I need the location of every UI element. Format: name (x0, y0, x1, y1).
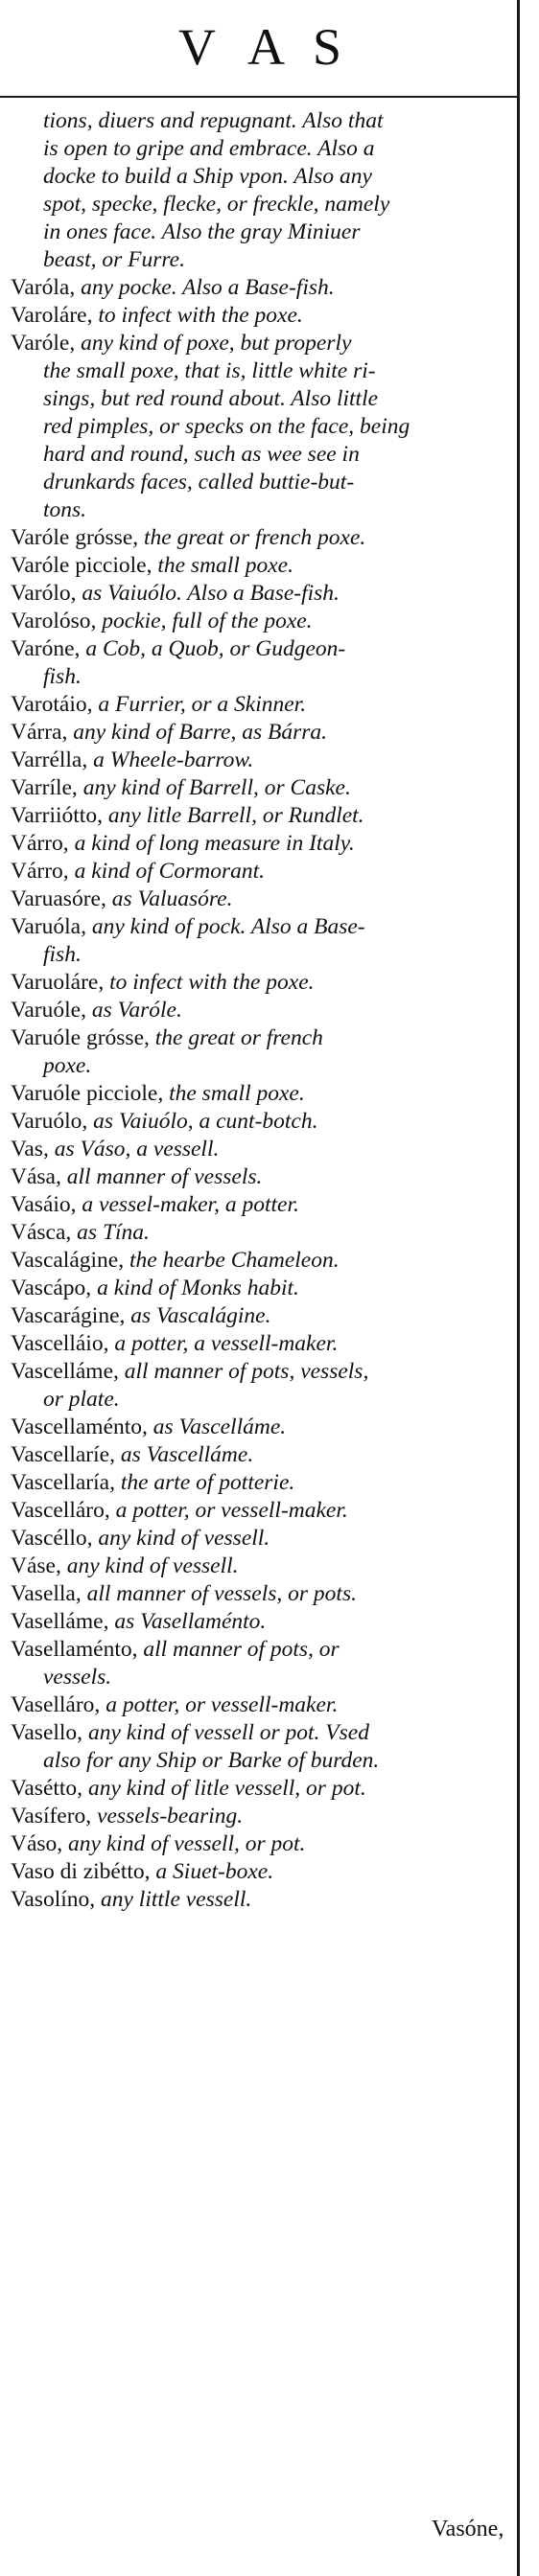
dictionary-entry (0, 1552, 508, 1580)
header-letter-v: V (178, 18, 216, 76)
headword: Varuoláre, (11, 970, 110, 995)
entry-continuation-line (0, 1747, 508, 1775)
entry-line (0, 635, 508, 663)
headword: Varuóle, (11, 998, 92, 1023)
headword: Varuóle picciole, (11, 1081, 170, 1106)
entry-list (0, 107, 508, 1914)
dictionary-entry (0, 524, 508, 552)
definition-text: pockie, full of the poxe. (102, 609, 313, 633)
headword: Vascellaríe, (11, 1442, 121, 1467)
definition-text: all manner of pots, or (143, 1637, 340, 1662)
dictionary-entry (0, 1497, 508, 1525)
definition-text: the small poxe, that is, little white ri- (43, 358, 376, 383)
entry-line (0, 1497, 508, 1525)
definition-text: a Cob, a Quob, or Gudgeon- (85, 636, 346, 661)
dictionary-entry (0, 1191, 508, 1219)
entry-line (0, 1830, 508, 1858)
definition-text: a potter, or vessell-maker. (115, 1498, 348, 1523)
entry-line (0, 1024, 508, 1052)
headword: Vasáio, (11, 1192, 82, 1217)
definition-text: tions, diuers and repugnant. Also that (43, 108, 384, 133)
definition-text: as Varóle. (91, 998, 182, 1023)
entry-line (0, 913, 508, 941)
entry-line (0, 997, 508, 1024)
running-header (0, 17, 517, 94)
dictionary-entry (0, 858, 508, 886)
definition-text: the small poxe. (169, 1081, 305, 1106)
definition-text: as Vaiuólo. Also a Base-fish. (82, 581, 340, 606)
header-letter-a: A (247, 18, 285, 76)
entry-continuation-line (0, 1664, 508, 1691)
entry-continuation-line (0, 469, 508, 496)
headword: Varuóla, (11, 914, 92, 939)
headword: Vascelláme, (11, 1359, 125, 1384)
entry-continuation-line (0, 246, 508, 274)
dictionary-entry (0, 1163, 508, 1191)
dictionary-entry (0, 1525, 508, 1552)
entry-line (0, 1191, 508, 1219)
dictionary-entry (0, 1108, 508, 1136)
entry-line (0, 802, 508, 830)
headword: Várro, (11, 831, 75, 856)
dictionary-entry (0, 608, 508, 635)
entry-line (0, 747, 508, 774)
definition-text: as Vaiuólo, a cunt-botch. (93, 1109, 318, 1134)
definition-text: spot, specke, flecke, or freckle, namely (43, 192, 390, 217)
definition-text: the great or french poxe. (144, 525, 366, 550)
dictionary-entry (0, 997, 508, 1024)
entry-continuation-line (0, 663, 508, 691)
entry-line (0, 719, 508, 747)
dictionary-entry (0, 1886, 508, 1914)
headword: Vasello, (11, 1720, 88, 1745)
entry-continuation-line (0, 1052, 508, 1080)
dictionary-entry (0, 635, 508, 691)
dictionary-entry (0, 1136, 508, 1163)
definition-text: in ones face. Also the gray Miniuer (43, 219, 361, 244)
headword: Vasellaménto, (11, 1637, 144, 1662)
entry-line (0, 1163, 508, 1191)
entry-line (0, 1080, 508, 1108)
headword: Várra, (11, 720, 74, 745)
definition-text: red pimples, or specks on the face, being (43, 414, 410, 439)
definition-text: vessels-bearing. (97, 1804, 244, 1828)
definition-text: vessels. (43, 1665, 112, 1690)
headword: Vascelláio, (11, 1331, 115, 1356)
entry-line (0, 1302, 508, 1330)
definition-text: a potter, a vessell-maker. (114, 1331, 339, 1356)
headword: Varóle picciole, (11, 553, 158, 578)
dictionary-entry (0, 969, 508, 997)
definition-text: a kind of Monks habit. (97, 1276, 299, 1300)
definition-text: beast, or Furre. (43, 247, 185, 272)
definition-text: the arte of potterie. (120, 1470, 295, 1495)
definition-text: a Siuet-boxe. (155, 1859, 274, 1884)
header-rule (0, 96, 517, 98)
entry-line (0, 1525, 508, 1552)
dictionary-entry (0, 274, 508, 302)
entry-continuation-line (0, 135, 508, 163)
entry-line (0, 1803, 508, 1830)
header-letter-s: S (313, 18, 342, 76)
definition-text: also for any Ship or Barke of burden. (43, 1748, 380, 1773)
entry-line (0, 691, 508, 719)
definition-text: any kind of Barre, as Bárra. (73, 720, 328, 745)
entry-line (0, 1608, 508, 1636)
dictionary-entry (0, 552, 508, 580)
headword: Varriiótto, (11, 803, 108, 828)
definition-text: the hearbe Chameleon. (129, 1248, 340, 1273)
definition-text: tons. (43, 497, 87, 522)
dictionary-entry (0, 580, 508, 608)
entry-line (0, 524, 508, 552)
entry-line (0, 830, 508, 858)
headword: Vascalágine, (11, 1248, 129, 1273)
definition-text: a vessel-maker, a potter. (82, 1192, 299, 1217)
entry-continuation-line (0, 441, 508, 469)
entry-line (0, 1886, 508, 1914)
dictionary-entry (0, 330, 508, 524)
entry-continuation-line (0, 385, 508, 413)
definition-text: as Tína. (77, 1220, 150, 1245)
entry-line (0, 330, 508, 357)
dictionary-entry (0, 1358, 508, 1414)
entry-line (0, 1108, 508, 1136)
definition-text: any kind of poxe, but properly (81, 331, 352, 356)
headword: Vasétto, (11, 1776, 88, 1801)
headword: Vaselláme, (11, 1609, 115, 1634)
entry-line (0, 1275, 508, 1302)
entry-line (0, 1358, 508, 1386)
dictionary-entry (0, 1247, 508, 1275)
headword: Vasífero, (11, 1804, 98, 1828)
definition-text: is open to gripe and embrace. Also a (43, 136, 375, 161)
entry-line (0, 274, 508, 302)
definition-text: as Vascelláme. (152, 1414, 287, 1439)
headword: Varuólo, (11, 1109, 94, 1134)
headword: Varuóle grósse, (11, 1025, 155, 1050)
dictionary-entry (0, 1580, 508, 1608)
entry-continuation-line (0, 1386, 508, 1414)
dictionary-entry (0, 1775, 508, 1803)
definition-text: a kind of Cormorant. (74, 859, 266, 884)
definition-text: to infect with the poxe. (109, 970, 315, 995)
headword: Varóne, (11, 636, 86, 661)
definition-text: hard and round, such as wee see in (43, 442, 360, 467)
headword: Varríle, (11, 775, 83, 800)
entry-line (0, 302, 508, 330)
entry-continuation-line (0, 357, 508, 385)
definition-text: any kind of Barrell, or Caske. (82, 775, 351, 800)
headword: Vasella, (11, 1581, 87, 1606)
definition-text: any pocke. Also a Base-fish. (81, 275, 335, 300)
definition-text: as Vascelláme. (120, 1442, 254, 1467)
dictionary-entry (0, 1691, 508, 1719)
definition-text: any kind of vessell or pot. Vsed (87, 1720, 369, 1745)
entry-continuation-line (0, 107, 508, 135)
entry-line (0, 1469, 508, 1497)
headword: Varotáio, (11, 692, 99, 717)
dictionary-entry (0, 774, 508, 802)
definition-text: any little vessell. (101, 1887, 252, 1912)
definition-text: poxe. (43, 1053, 92, 1078)
headword: Vascelláro, (11, 1498, 116, 1523)
headword: Varuasóre, (11, 886, 112, 911)
headword: Vaselláro, (11, 1692, 106, 1717)
headword: Varolóso, (11, 609, 103, 633)
entry-line (0, 1580, 508, 1608)
definition-text: fish. (43, 942, 82, 967)
dictionary-entry (0, 830, 508, 858)
definition-text: any kind of litle vessell, or pot. (87, 1776, 366, 1801)
dictionary-entry (0, 1330, 508, 1358)
dictionary-entry (0, 886, 508, 913)
entry-line (0, 1552, 508, 1580)
headword: Vascellaménto, (11, 1414, 153, 1439)
headword: Varrélla, (11, 748, 94, 772)
headword: Várro, (11, 859, 75, 884)
definition-text: any kind of vessell. (66, 1553, 239, 1578)
entry-line (0, 1719, 508, 1747)
definition-text: as Vasellaménto. (114, 1609, 267, 1634)
column-rule (517, 0, 520, 2576)
entry-line (0, 1414, 508, 1441)
dictionary-entry (0, 1469, 508, 1497)
headword: Vascarágine, (11, 1303, 131, 1328)
headword: Vaso di zibétto, (11, 1859, 156, 1884)
entry-line (0, 1247, 508, 1275)
dictionary-entry (0, 1858, 508, 1886)
definition-text: as Vascalágine. (130, 1303, 271, 1328)
definition-text: to infect with the poxe. (98, 303, 303, 328)
headword: Váso, (11, 1831, 69, 1856)
definition-text: docke to build a Ship vpon. Also any (43, 164, 372, 189)
definition-text: any kind of vessell, or pot. (68, 1831, 306, 1856)
dictionary-entry (0, 802, 508, 830)
entry-line (0, 552, 508, 580)
headword: Vas, (11, 1137, 55, 1162)
entry-line (0, 1775, 508, 1803)
dictionary-entry (0, 107, 508, 274)
entry-continuation-line (0, 496, 508, 524)
entry-line (0, 774, 508, 802)
dictionary-entry (0, 1414, 508, 1441)
entry-line (0, 858, 508, 886)
dictionary-entry (0, 1608, 508, 1636)
entry-line (0, 1330, 508, 1358)
dictionary-entry (0, 1024, 508, 1080)
definition-text: fish. (43, 664, 82, 689)
definition-text: a kind of long measure in Italy. (74, 831, 355, 856)
headword: Váse, (11, 1553, 67, 1578)
entry-continuation-line (0, 941, 508, 969)
entry-line (0, 1858, 508, 1886)
definition-text: all manner of pots, vessels, (124, 1359, 369, 1384)
dictionary-entry (0, 1441, 508, 1469)
entry-line (0, 580, 508, 608)
catchword: Vasóne, (432, 2517, 504, 2542)
headword: Vasolíno, (11, 1887, 101, 1912)
entry-line (0, 1636, 508, 1664)
headword: Varóle, (11, 331, 82, 356)
entry-line (0, 886, 508, 913)
definition-text: a potter, or vessell-maker. (105, 1692, 339, 1717)
headword: Vascápo, (11, 1276, 98, 1300)
definition-text: any litle Barrell, or Rundlet. (107, 803, 364, 828)
entry-line (0, 969, 508, 997)
headword: Varóla, (11, 275, 82, 300)
dictionary-entry (0, 302, 508, 330)
dictionary-entry (0, 1719, 508, 1775)
definition-text: the great or french (154, 1025, 323, 1050)
definition-text: all manner of vessels. (66, 1164, 263, 1189)
entry-line (0, 1219, 508, 1247)
entry-line (0, 608, 508, 635)
headword: Vása, (11, 1164, 67, 1189)
dictionary-entry (0, 1803, 508, 1830)
definition-text: as Valuasóre. (111, 886, 233, 911)
headword: Vascéllo, (11, 1526, 99, 1551)
definition-text: any kind of vessell. (98, 1526, 270, 1551)
definition-text: the small poxe. (157, 553, 293, 578)
dictionary-entry (0, 747, 508, 774)
headword: Varóle grósse, (11, 525, 145, 550)
headword: Varoláre, (11, 303, 99, 328)
definition-text: all manner of vessels, or pots. (86, 1581, 357, 1606)
definition-text: any kind of pock. Also a Base- (91, 914, 365, 939)
dictionary-entry (0, 719, 508, 747)
definition-text: or plate. (43, 1387, 120, 1412)
definition-text: as Váso, a vessell. (54, 1137, 220, 1162)
entry-line (0, 1136, 508, 1163)
dictionary-entry (0, 1219, 508, 1247)
dictionary-entry (0, 1275, 508, 1302)
definition-text: a Wheele-barrow. (93, 748, 254, 772)
definition-text: drunkards faces, called buttie-but- (43, 470, 355, 494)
entry-continuation-line (0, 191, 508, 218)
headword: Varólo, (11, 581, 82, 606)
entry-line (0, 1441, 508, 1469)
entry-line (0, 1691, 508, 1719)
definition-text: a Furrier, or a Skinner. (98, 692, 307, 717)
entry-continuation-line (0, 163, 508, 191)
dictionary-entry (0, 691, 508, 719)
entry-continuation-line (0, 413, 508, 441)
headword: Vascellaría, (11, 1470, 121, 1495)
entry-continuation-line (0, 218, 508, 246)
dictionary-entry (0, 1302, 508, 1330)
headword: Vásca, (11, 1220, 78, 1245)
dictionary-entry (0, 913, 508, 969)
dictionary-entry (0, 1830, 508, 1858)
dictionary-entry (0, 1080, 508, 1108)
definition-text: sings, but red round about. Also little (43, 386, 379, 411)
dictionary-entry (0, 1636, 508, 1691)
